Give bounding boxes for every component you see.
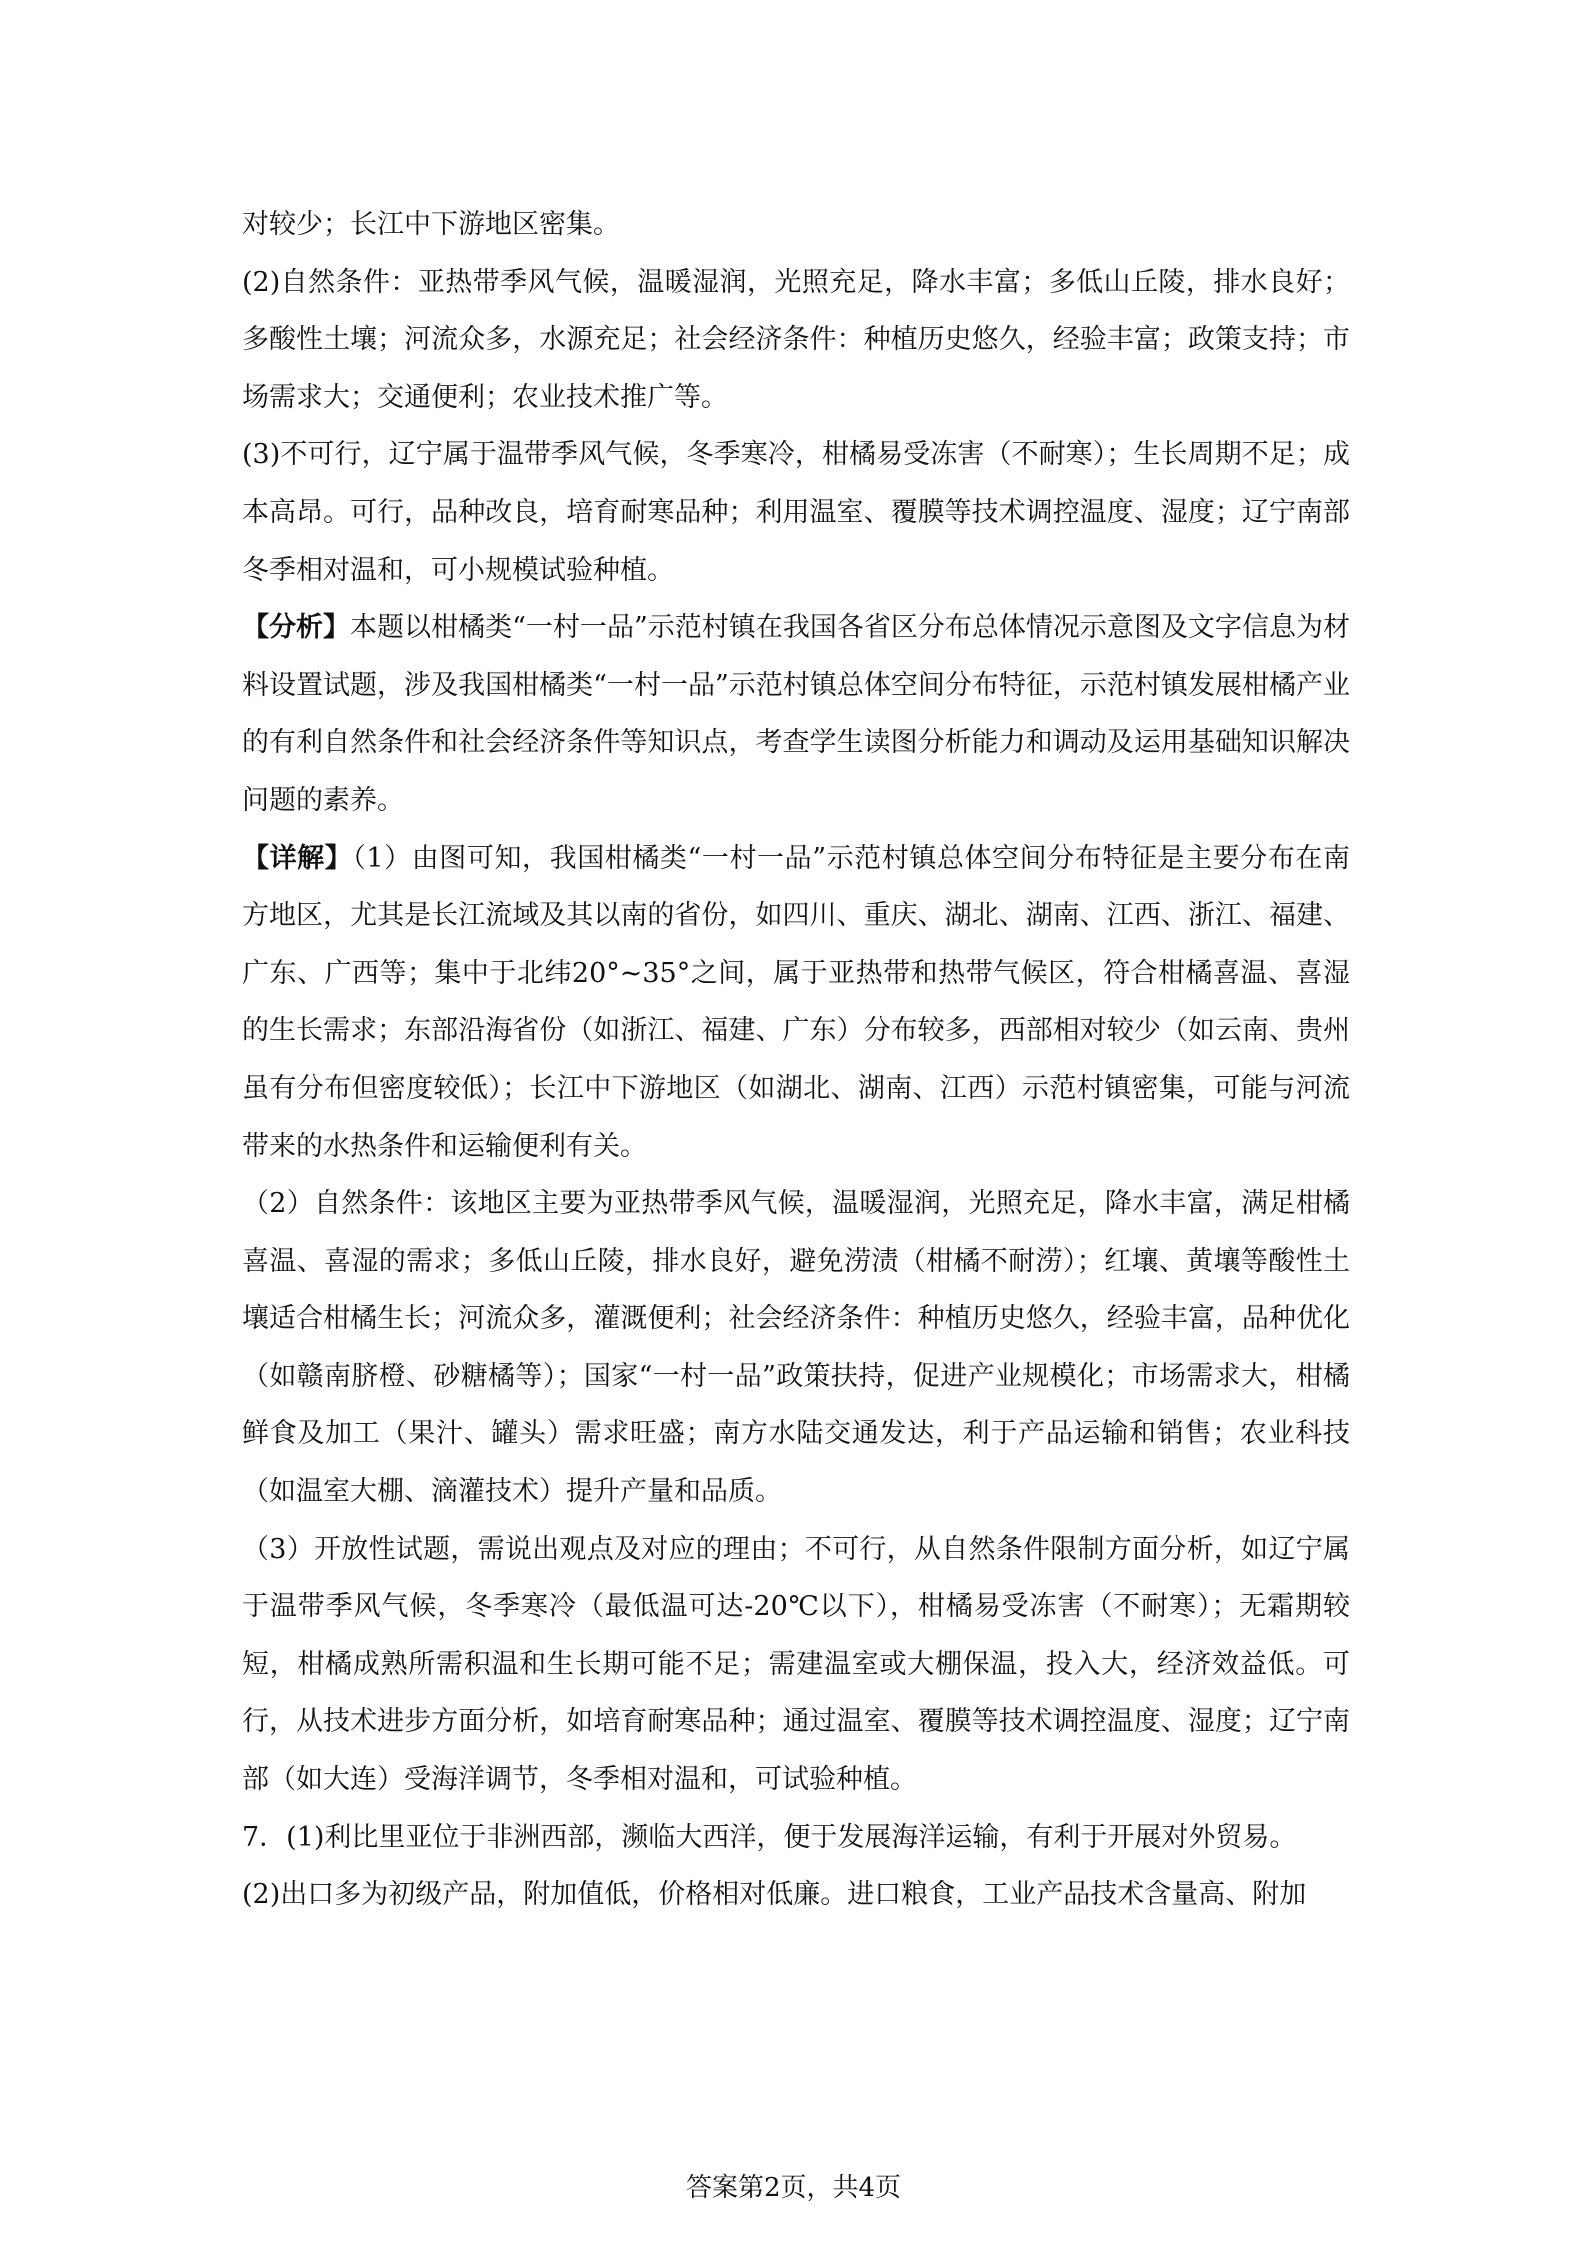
paragraph-3: (3)不可行，辽宁属于温带季风气候，冬季寒冷，柑橘易受冻害（不耐寒）；生长周期不足；成本高昂。可行，品种改良，培育耐寒品种；利用温室、覆膜等技术调控温度、湿度；辽宁南部冬季相对温和，可小规模试验种植。 xyxy=(242,439,1350,586)
answer-body xyxy=(242,196,1350,1924)
paragraph-9: (2)出口多为初级产品，附加值低，价格相对低廉。进口粮食，工业产品技术含量高、附加 xyxy=(242,1879,1307,1911)
paragraph-1: 对较少；长江中下游地区密集。 xyxy=(242,209,620,240)
paragraph-7: （3）开放性试题，需说出观点及对应的理由；不可行，从自然条件限制方面分析，如辽宁属于温带季风气候，冬季寒冷（最低温可达-20℃以下），柑橘易受冻害（不耐寒）；无霜期较短，柑橘成熟所需积温和生长期可能不足；需建温室或大棚保温，投入大，经济效益低。可行，从技术进步方面分析，如培育耐寒品种；通过温室、覆膜等技术调控温度、湿度；辽宁南部（如大连）受海洋调节，冬季相对温和，可试验种植。 xyxy=(242,1533,1350,1796)
detail-tag: 【详解】 xyxy=(242,842,353,874)
paragraph-6: （2）自然条件：该地区主要为亚热带季风气候，温暖湿润，光照充足，降水丰富，满足柑橘喜温、喜湿的需求；多低山丘陵，排水良好，避免涝渍（柑橘不耐涝）；红壤、黄壤等酸性土壤适合柑橘生长；河流众多，灌溉便利；社会经济条件：种植历史悠久，经验丰富，品种优化（如赣南脐橙、砂糖橘等）；国家“一村一品”政策扶持，促进产业规模化；市场需求大，柑橘鲜食及加工（果汁、罐头）需求旺盛；南方水陆交通发达，利于产品运输和销售；农业科技（如温室大棚、滴灌技术）提升产量和品质。 xyxy=(242,1188,1350,1508)
analysis-tag: 【分析】 xyxy=(242,612,351,644)
paragraph-2: (2)自然条件：亚热带季风气候，温暖湿润，光照充足，降水丰富；多低山丘陵，排水良好；多酸性土壤；河流众多，水源充足；社会经济条件：种植历史悠久，经验丰富；政策支持；市场需求大；交通便利；农业技术推广等。 xyxy=(242,266,1350,413)
detail-paragraph: 【详解】（1）由图可知，我国柑橘类“一村一品”示范村镇总体空间分布特征是主要分布在南方地区，尤其是长江流域及其以南的省份，如四川、重庆、湖北、湖南、江西、浙江、福建、广东、广西等；集中于北纬20°~35°之间，属于亚热带和热带气候区，符合柑橘喜温、喜湿的生长需求；东部沿海省份（如浙江、福建、广东）分布较多，西部相对较少（如云南、贵州虽有分布但密度较低）；长江中下游地区（如湖北、湖南、江西）示范村镇密集，可能与河流带来的水热条件和运输便利有关。 xyxy=(242,842,1350,1162)
page-footer: 答案第2页，共4页 xyxy=(685,2173,902,2203)
analysis-paragraph: 【分析】本题以柑橘类“一村一品”示范村镇在我国各省区分布总体情况示意图及文字信息为材料设置试题，涉及我国柑橘类“一村一品”示范村镇总体空间分布特征，示范村镇发展柑橘产业的有利自然条件和社会经济条件等知识点，考查学生读图分析能力和调动及运用基础知识解决问题的素养。 xyxy=(242,612,1351,816)
paragraph-8: 7．(1)利比里亚位于非洲西部，濒临大西洋，便于发展海洋运输，有利于开展对外贸易。 xyxy=(242,1821,1297,1853)
